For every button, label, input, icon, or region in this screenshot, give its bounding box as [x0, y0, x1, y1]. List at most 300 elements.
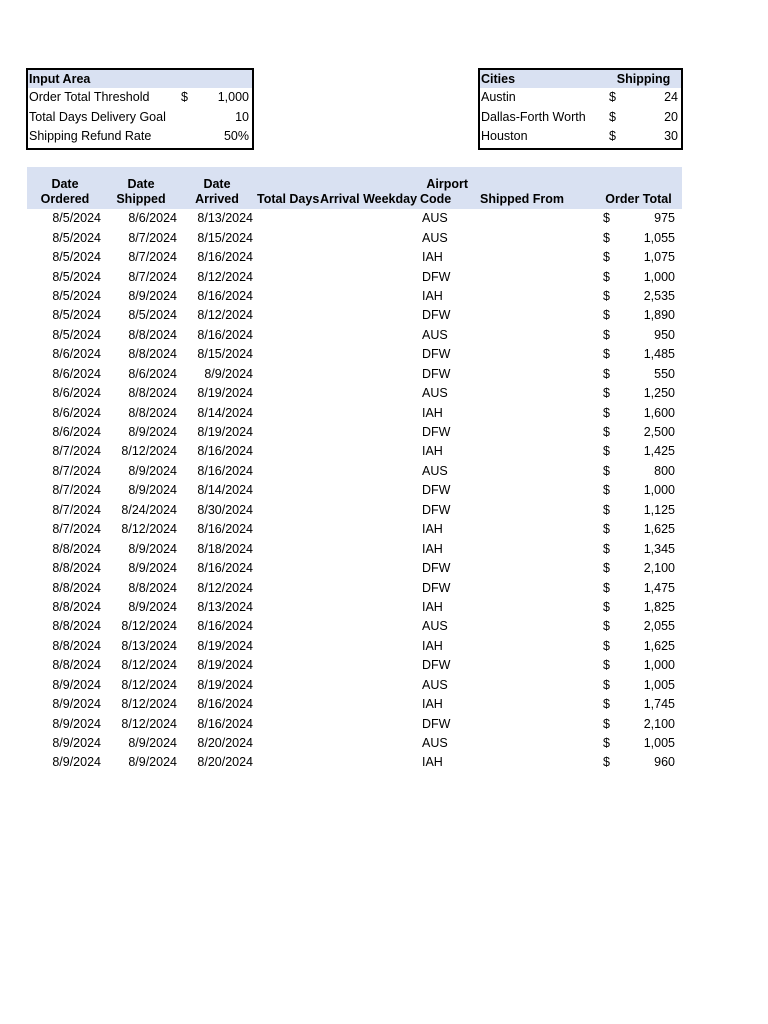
table-row[interactable] — [27, 637, 682, 656]
cell-arrival-weekday[interactable] — [318, 637, 418, 656]
cell-total-days[interactable] — [255, 423, 318, 442]
cell-arrival-weekday[interactable] — [318, 306, 418, 325]
table-row[interactable] — [27, 559, 682, 578]
cell-arrival-weekday[interactable] — [318, 676, 418, 695]
cell-date-arrived[interactable]: 8/16/2024 — [197, 463, 253, 478]
cell-total-days[interactable] — [255, 248, 318, 267]
table-row[interactable] — [27, 365, 682, 384]
cell-total-days[interactable] — [255, 695, 318, 714]
table-row[interactable] — [27, 209, 682, 228]
cell-arrival-weekday[interactable] — [318, 520, 418, 539]
cell-date-ordered[interactable]: 8/9/2024 — [52, 716, 101, 731]
cell-shipped-from[interactable] — [470, 539, 595, 558]
cell-airport-code[interactable]: DFW — [422, 483, 451, 498]
city-row[interactable] — [480, 88, 681, 108]
cell-airport-code[interactable]: AUS — [422, 386, 448, 401]
cell-date-ordered[interactable]: 8/9/2024 — [52, 677, 101, 692]
cell-date-shipped[interactable]: 8/9/2024 — [128, 463, 177, 478]
cell-date-shipped[interactable]: 8/12/2024 — [121, 522, 177, 537]
cell-airport-code[interactable]: IAH — [422, 541, 443, 556]
cell-date-shipped[interactable]: 8/9/2024 — [128, 288, 177, 303]
cell-arrival-weekday[interactable] — [318, 695, 418, 714]
cell-order-total[interactable] — [595, 326, 682, 345]
cell-shipped-from[interactable] — [470, 423, 595, 442]
cell-date-ordered[interactable]: 8/7/2024 — [52, 483, 101, 498]
cell-date-shipped[interactable]: 8/9/2024 — [128, 755, 177, 770]
cell-arrival-weekday[interactable] — [318, 501, 418, 520]
cell-arrival-weekday[interactable] — [318, 209, 418, 228]
cell-total-days[interactable] — [255, 267, 318, 286]
cell-shipped-from[interactable] — [470, 345, 595, 364]
table-row[interactable] — [27, 539, 682, 558]
cell-order-total[interactable] — [595, 267, 682, 286]
currency-symbol: $ — [603, 211, 610, 226]
cell-airport-code[interactable]: DFW — [422, 366, 451, 381]
cell-date-arrived[interactable]: 8/9/2024 — [204, 366, 253, 381]
cell-total-days[interactable] — [255, 734, 318, 753]
table-row[interactable] — [27, 617, 682, 636]
city-shipping-value[interactable]: 24 — [664, 90, 678, 105]
cell-date-shipped[interactable]: 8/8/2024 — [128, 347, 177, 362]
cell-order-total[interactable] — [595, 287, 682, 306]
cell-total-days[interactable] — [255, 326, 318, 345]
cell-date-arrived[interactable]: 8/30/2024 — [197, 502, 253, 517]
header-arrival-weekday[interactable]: Arrival Weekday — [318, 167, 418, 209]
cell-order-total[interactable] — [595, 481, 682, 500]
cell-date-shipped[interactable]: 8/7/2024 — [128, 269, 177, 284]
cell-date-arrived[interactable]: 8/18/2024 — [197, 541, 253, 556]
cell-order-total[interactable] — [595, 695, 682, 714]
cell-date-ordered[interactable]: 8/5/2024 — [52, 230, 101, 245]
cell-order-total[interactable] — [595, 306, 682, 325]
cell-order-total[interactable] — [595, 228, 682, 247]
city-shipping-value[interactable]: 20 — [664, 109, 678, 124]
cell-date-arrived[interactable]: 8/16/2024 — [197, 716, 253, 731]
cell-arrival-weekday[interactable] — [318, 734, 418, 753]
cell-airport-code[interactable]: AUS — [422, 619, 448, 634]
cell-shipped-from[interactable] — [470, 617, 595, 636]
cell-order-total[interactable] — [595, 501, 682, 520]
cell-total-days[interactable] — [255, 676, 318, 695]
cell-airport-code[interactable]: IAH — [422, 755, 443, 770]
cell-total-days[interactable] — [255, 656, 318, 675]
cell-arrival-weekday[interactable] — [318, 753, 418, 772]
cell-arrival-weekday[interactable] — [318, 656, 418, 675]
cell-shipped-from[interactable] — [470, 287, 595, 306]
cell-date-arrived[interactable]: 8/14/2024 — [197, 483, 253, 498]
cell-airport-code[interactable]: AUS — [422, 211, 448, 226]
cell-shipped-from[interactable] — [470, 714, 595, 733]
cell-airport-code[interactable]: DFW — [422, 716, 451, 731]
cell-airport-code[interactable]: DFW — [422, 658, 451, 673]
cell-total-days[interactable] — [255, 520, 318, 539]
cell-arrival-weekday[interactable] — [318, 714, 418, 733]
cell-arrival-weekday[interactable] — [318, 423, 418, 442]
cell-airport-code[interactable]: AUS — [422, 327, 448, 342]
cell-total-days[interactable] — [255, 501, 318, 520]
cell-date-shipped[interactable]: 8/5/2024 — [128, 308, 177, 323]
city-row[interactable] — [480, 127, 681, 147]
table-row[interactable] — [27, 287, 682, 306]
cell-arrival-weekday[interactable] — [318, 365, 418, 384]
cell-airport-code[interactable]: AUS — [422, 230, 448, 245]
currency-cell — [597, 734, 680, 753]
currency-symbol: $ — [603, 502, 610, 517]
cell-shipped-from[interactable] — [470, 656, 595, 675]
header-date-ordered[interactable] — [27, 167, 103, 209]
cell-order-total[interactable] — [595, 209, 682, 228]
cell-total-days[interactable] — [255, 714, 318, 733]
city-currency: $ — [609, 129, 616, 144]
cell-date-shipped[interactable]: 8/12/2024 — [121, 658, 177, 673]
table-row[interactable] — [27, 462, 682, 481]
currency-cell — [597, 326, 680, 345]
cell-total-days[interactable] — [255, 403, 318, 422]
cell-date-ordered[interactable]: 8/6/2024 — [52, 366, 101, 381]
cell-total-days[interactable] — [255, 481, 318, 500]
cell-airport-code[interactable]: AUS — [422, 736, 448, 751]
cell-total-days[interactable] — [255, 598, 318, 617]
table-row[interactable] — [27, 734, 682, 753]
cell-shipped-from[interactable] — [470, 228, 595, 247]
header-text: Airport — [426, 177, 468, 191]
order-total-value: 1,000 — [643, 483, 675, 498]
cell-date-arrived[interactable]: 8/20/2024 — [197, 755, 253, 770]
cell-total-days[interactable] — [255, 384, 318, 403]
currency-symbol: $ — [603, 716, 610, 731]
cell-date-shipped[interactable]: 8/7/2024 — [128, 230, 177, 245]
cell-airport-code[interactable]: IAH — [422, 444, 443, 459]
table-row[interactable] — [27, 753, 682, 772]
cell-date-arrived[interactable]: 8/12/2024 — [197, 269, 253, 284]
cell-date-arrived[interactable]: 8/14/2024 — [197, 405, 253, 420]
table-row[interactable] — [27, 384, 682, 403]
cell-date-shipped[interactable]: 8/9/2024 — [128, 483, 177, 498]
cell-order-total[interactable] — [595, 676, 682, 695]
cell-shipped-from[interactable] — [470, 520, 595, 539]
cell-date-ordered[interactable]: 8/6/2024 — [52, 347, 101, 362]
cell-date-shipped[interactable]: 8/12/2024 — [121, 697, 177, 712]
input-row[interactable] — [28, 88, 252, 108]
cell-airport-code[interactable]: IAH — [422, 250, 443, 265]
cell-airport-code[interactable]: IAH — [422, 522, 443, 537]
cell-shipped-from[interactable] — [470, 578, 595, 597]
cell-order-total[interactable] — [595, 345, 682, 364]
cell-arrival-weekday[interactable] — [318, 462, 418, 481]
cell-shipped-from[interactable] — [470, 267, 595, 286]
cell-order-total[interactable] — [595, 578, 682, 597]
cell-date-ordered[interactable]: 8/8/2024 — [52, 638, 101, 653]
cell-order-total[interactable] — [595, 637, 682, 656]
currency-cell — [597, 442, 680, 461]
cell-date-arrived[interactable]: 8/16/2024 — [197, 250, 253, 265]
cell-date-ordered[interactable]: 8/9/2024 — [52, 755, 101, 770]
cell-total-days[interactable] — [255, 539, 318, 558]
cell-arrival-weekday[interactable] — [318, 403, 418, 422]
cell-airport-code[interactable]: IAH — [422, 697, 443, 712]
currency-cell — [597, 306, 680, 325]
cell-date-ordered[interactable]: 8/8/2024 — [52, 658, 101, 673]
cell-arrival-weekday[interactable] — [318, 578, 418, 597]
cell-date-ordered[interactable]: 8/6/2024 — [52, 386, 101, 401]
table-row[interactable] — [27, 306, 682, 325]
cell-date-arrived[interactable]: 8/12/2024 — [197, 308, 253, 323]
input-value[interactable]: 1,000 — [217, 90, 249, 105]
cell-date-shipped[interactable]: 8/8/2024 — [128, 580, 177, 595]
cell-shipped-from[interactable] — [470, 209, 595, 228]
table-row[interactable] — [27, 442, 682, 461]
cell-date-ordered[interactable]: 8/8/2024 — [52, 561, 101, 576]
table-row[interactable] — [27, 695, 682, 714]
cell-arrival-weekday[interactable] — [318, 248, 418, 267]
cell-arrival-weekday[interactable] — [318, 442, 418, 461]
cell-date-arrived[interactable]: 8/20/2024 — [197, 736, 253, 751]
cell-order-total[interactable] — [595, 384, 682, 403]
cell-date-arrived[interactable]: 8/15/2024 — [197, 347, 253, 362]
cell-date-arrived[interactable]: 8/19/2024 — [197, 658, 253, 673]
cell-arrival-weekday[interactable] — [318, 287, 418, 306]
cell-date-shipped[interactable]: 8/6/2024 — [128, 211, 177, 226]
cell-shipped-from[interactable] — [470, 403, 595, 422]
cell-total-days[interactable] — [255, 617, 318, 636]
cell-shipped-from[interactable] — [470, 695, 595, 714]
cell-shipped-from[interactable] — [470, 442, 595, 461]
table-row[interactable] — [27, 578, 682, 597]
city-shipping-value[interactable]: 30 — [664, 129, 678, 144]
cell-order-total[interactable] — [595, 462, 682, 481]
cell-shipped-from[interactable] — [470, 734, 595, 753]
cell-arrival-weekday[interactable] — [318, 598, 418, 617]
cell-date-ordered[interactable]: 8/7/2024 — [52, 463, 101, 478]
cell-date-shipped[interactable]: 8/9/2024 — [128, 541, 177, 556]
cell-total-days[interactable] — [255, 753, 318, 772]
cell-date-ordered[interactable]: 8/8/2024 — [52, 599, 101, 614]
cell-date-shipped[interactable]: 8/12/2024 — [121, 619, 177, 634]
cell-date-arrived[interactable]: 8/13/2024 — [197, 211, 253, 226]
cell-date-ordered[interactable]: 8/5/2024 — [52, 327, 101, 342]
cell-date-arrived[interactable]: 8/16/2024 — [197, 561, 253, 576]
cell-order-total[interactable] — [595, 423, 682, 442]
cell-airport-code[interactable]: DFW — [422, 502, 451, 517]
cell-shipped-from[interactable] — [470, 306, 595, 325]
input-value[interactable]: 10 — [235, 109, 249, 124]
table-row[interactable] — [27, 676, 682, 695]
cell-total-days[interactable] — [255, 578, 318, 597]
cell-airport-code[interactable]: IAH — [422, 288, 443, 303]
cell-date-ordered[interactable]: 8/9/2024 — [52, 697, 101, 712]
input-currency: $ — [181, 90, 188, 105]
cell-date-ordered[interactable]: 8/8/2024 — [52, 619, 101, 634]
cell-shipped-from[interactable] — [470, 559, 595, 578]
cell-order-total[interactable] — [595, 753, 682, 772]
cell-date-arrived[interactable]: 8/19/2024 — [197, 677, 253, 692]
cell-date-arrived[interactable]: 8/16/2024 — [197, 288, 253, 303]
table-row[interactable] — [27, 520, 682, 539]
cell-date-ordered[interactable]: 8/5/2024 — [52, 308, 101, 323]
cell-date-ordered[interactable]: 8/5/2024 — [52, 250, 101, 265]
cell-date-ordered[interactable]: 8/5/2024 — [52, 288, 101, 303]
cell-order-total[interactable] — [595, 365, 682, 384]
header-shipped-from[interactable]: Shipped From — [470, 167, 595, 209]
order-total-value: 550 — [654, 366, 675, 381]
header-text: Arrived — [195, 192, 239, 206]
cell-date-ordered[interactable]: 8/7/2024 — [52, 522, 101, 537]
table-row[interactable] — [27, 403, 682, 422]
cell-date-ordered[interactable]: 8/5/2024 — [52, 211, 101, 226]
cell-date-arrived[interactable]: 8/16/2024 — [197, 619, 253, 634]
cell-date-shipped[interactable]: 8/6/2024 — [128, 366, 177, 381]
cell-date-shipped[interactable]: 8/12/2024 — [121, 677, 177, 692]
cell-date-ordered[interactable]: 8/6/2024 — [52, 405, 101, 420]
cell-arrival-weekday[interactable] — [318, 617, 418, 636]
cell-date-arrived[interactable]: 8/16/2024 — [197, 444, 253, 459]
header-airport-code[interactable] — [418, 167, 470, 209]
cell-date-ordered[interactable]: 8/7/2024 — [52, 444, 101, 459]
cell-date-shipped[interactable]: 8/8/2024 — [128, 386, 177, 401]
cell-airport-code[interactable]: DFW — [422, 580, 451, 595]
cell-arrival-weekday[interactable] — [318, 345, 418, 364]
cell-date-arrived[interactable]: 8/16/2024 — [197, 522, 253, 537]
cell-order-total[interactable] — [595, 617, 682, 636]
currency-cell — [597, 384, 680, 403]
cell-shipped-from[interactable] — [470, 501, 595, 520]
cell-total-days[interactable] — [255, 637, 318, 656]
cell-date-shipped[interactable]: 8/9/2024 — [128, 561, 177, 576]
cell-date-shipped[interactable]: 8/9/2024 — [128, 736, 177, 751]
cell-date-ordered[interactable]: 8/5/2024 — [52, 269, 101, 284]
cell-arrival-weekday[interactable] — [318, 228, 418, 247]
table-row[interactable] — [27, 714, 682, 733]
cell-date-shipped[interactable]: 8/8/2024 — [128, 405, 177, 420]
cell-order-total[interactable] — [595, 520, 682, 539]
cell-shipped-from[interactable] — [470, 462, 595, 481]
cell-order-total[interactable] — [595, 559, 682, 578]
cell-date-ordered[interactable]: 8/6/2024 — [52, 425, 101, 440]
cell-total-days[interactable] — [255, 442, 318, 461]
cell-shipped-from[interactable] — [470, 384, 595, 403]
cell-order-total[interactable] — [595, 656, 682, 675]
cell-arrival-weekday[interactable] — [318, 481, 418, 500]
cell-date-arrived[interactable]: 8/13/2024 — [197, 599, 253, 614]
table-row[interactable] — [27, 501, 682, 520]
cell-order-total[interactable] — [595, 539, 682, 558]
city-row[interactable] — [480, 108, 681, 128]
cell-total-days[interactable] — [255, 228, 318, 247]
header-date-shipped[interactable] — [103, 167, 179, 209]
cell-airport-code[interactable]: IAH — [422, 405, 443, 420]
cell-airport-code[interactable]: DFW — [422, 347, 451, 362]
cell-total-days[interactable] — [255, 365, 318, 384]
cell-arrival-weekday[interactable] — [318, 559, 418, 578]
cell-date-shipped[interactable]: 8/9/2024 — [128, 599, 177, 614]
cell-arrival-weekday[interactable] — [318, 539, 418, 558]
cell-airport-code[interactable]: DFW — [422, 425, 451, 440]
table-row[interactable] — [27, 345, 682, 364]
cell-date-arrived[interactable]: 8/16/2024 — [197, 327, 253, 342]
currency-cell — [597, 345, 680, 364]
cell-order-total[interactable] — [595, 403, 682, 422]
cell-date-shipped[interactable]: 8/8/2024 — [128, 327, 177, 342]
cell-date-arrived[interactable]: 8/15/2024 — [197, 230, 253, 245]
table-row[interactable] — [27, 228, 682, 247]
header-date-arrived[interactable] — [179, 167, 255, 209]
cell-airport-code[interactable]: AUS — [422, 463, 448, 478]
cell-date-arrived[interactable]: 8/19/2024 — [197, 425, 253, 440]
cell-date-shipped[interactable]: 8/24/2024 — [121, 502, 177, 517]
currency-cell — [597, 404, 680, 423]
cell-total-days[interactable] — [255, 345, 318, 364]
input-row[interactable] — [28, 108, 252, 128]
cell-date-shipped[interactable]: 8/12/2024 — [121, 444, 177, 459]
cell-shipped-from[interactable] — [470, 365, 595, 384]
cell-order-total[interactable] — [595, 734, 682, 753]
input-row[interactable] — [28, 127, 252, 147]
cell-shipped-from[interactable] — [470, 598, 595, 617]
cell-date-arrived[interactable]: 8/12/2024 — [197, 580, 253, 595]
cell-airport-code[interactable]: IAH — [422, 599, 443, 614]
cell-date-ordered[interactable]: 8/8/2024 — [52, 541, 101, 556]
cell-date-arrived[interactable]: 8/19/2024 — [197, 638, 253, 653]
table-row[interactable] — [27, 248, 682, 267]
cell-order-total[interactable] — [595, 442, 682, 461]
cell-date-ordered[interactable]: 8/8/2024 — [52, 580, 101, 595]
cell-arrival-weekday[interactable] — [318, 326, 418, 345]
cell-order-total[interactable] — [595, 714, 682, 733]
cell-airport-code[interactable]: DFW — [422, 561, 451, 576]
cell-date-shipped[interactable]: 8/13/2024 — [121, 638, 177, 653]
cell-date-shipped[interactable]: 8/7/2024 — [128, 250, 177, 265]
cell-shipped-from[interactable] — [470, 676, 595, 695]
header-order-total[interactable]: Order Total — [595, 167, 682, 209]
cell-shipped-from[interactable] — [470, 326, 595, 345]
cell-total-days[interactable] — [255, 462, 318, 481]
cell-shipped-from[interactable] — [470, 753, 595, 772]
cell-airport-code[interactable]: AUS — [422, 677, 448, 692]
currency-cell — [597, 637, 680, 656]
cell-arrival-weekday[interactable] — [318, 384, 418, 403]
cell-date-arrived[interactable]: 8/19/2024 — [197, 386, 253, 401]
cell-airport-code[interactable]: DFW — [422, 308, 451, 323]
table-row[interactable] — [27, 656, 682, 675]
cell-total-days[interactable] — [255, 209, 318, 228]
cell-shipped-from[interactable] — [470, 481, 595, 500]
cell-date-ordered[interactable]: 8/9/2024 — [52, 736, 101, 751]
cell-shipped-from[interactable] — [470, 637, 595, 656]
cell-date-shipped[interactable]: 8/12/2024 — [121, 716, 177, 731]
table-row[interactable] — [27, 481, 682, 500]
cell-airport-code[interactable]: DFW — [422, 269, 451, 284]
cell-date-shipped[interactable]: 8/9/2024 — [128, 425, 177, 440]
cell-total-days[interactable] — [255, 559, 318, 578]
table-row[interactable] — [27, 267, 682, 286]
table-row[interactable] — [27, 598, 682, 617]
currency-cell — [597, 715, 680, 734]
cell-arrival-weekday[interactable] — [318, 267, 418, 286]
currency-symbol: $ — [603, 308, 610, 323]
cell-date-ordered[interactable]: 8/7/2024 — [52, 502, 101, 517]
table-row[interactable] — [27, 423, 682, 442]
header-total-days[interactable]: Total Days — [255, 167, 318, 209]
cell-total-days[interactable] — [255, 287, 318, 306]
cell-total-days[interactable] — [255, 306, 318, 325]
cell-date-arrived[interactable]: 8/16/2024 — [197, 697, 253, 712]
input-value[interactable]: 50% — [223, 129, 249, 144]
cell-shipped-from[interactable] — [470, 248, 595, 267]
cell-order-total[interactable] — [595, 598, 682, 617]
table-row[interactable] — [27, 326, 682, 345]
cell-airport-code[interactable]: IAH — [422, 638, 443, 653]
cell-order-total[interactable] — [595, 248, 682, 267]
